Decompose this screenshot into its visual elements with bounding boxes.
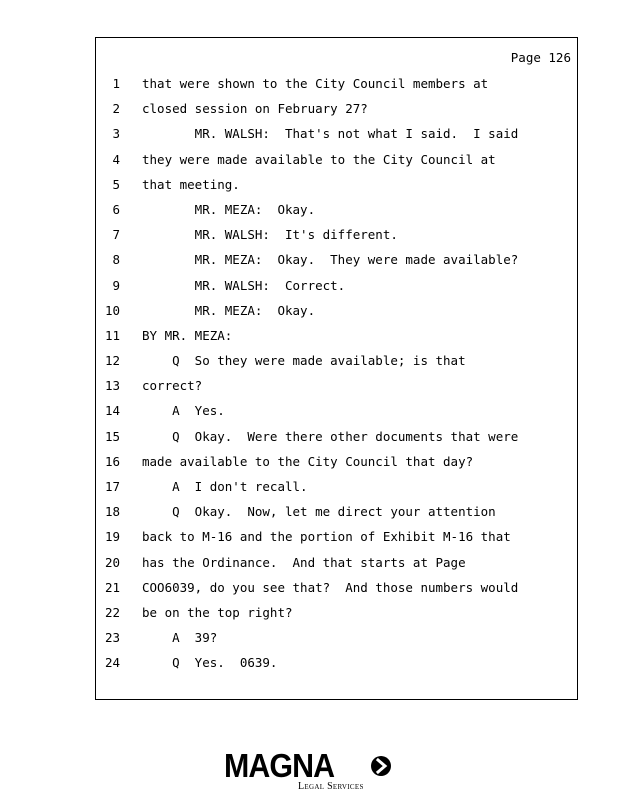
line-text: BY MR. MEZA:: [142, 327, 233, 343]
logo-subtitle: Legal Services: [298, 781, 364, 792]
line-number: 5: [112, 176, 120, 192]
line-text: has the Ordinance. And that starts at Page: [142, 554, 466, 570]
line-number: 12: [104, 353, 120, 369]
line-number: 19: [104, 529, 120, 545]
line-number: 18: [104, 504, 120, 520]
transcript-line: [96, 550, 577, 575]
line-number: 14: [104, 403, 120, 419]
transcript-line: [96, 147, 577, 172]
line-text: MR. MEZA: Okay.: [142, 201, 316, 217]
transcript-line: [96, 197, 577, 222]
line-text: that were shown to the City Council members at: [142, 76, 489, 91]
transcript-line: [96, 600, 577, 625]
line-text: A Yes.: [142, 403, 225, 419]
line-number: 4: [112, 151, 120, 167]
line-number: 24: [104, 655, 120, 671]
transcript-line: [96, 398, 577, 423]
line-text: Q Okay. Were there other documents that were: [142, 428, 519, 444]
transcript-line: [96, 650, 577, 675]
line-text: Q So they were made available; is that: [142, 353, 466, 369]
line-text: be on the top right?: [142, 604, 293, 620]
line-number: 17: [104, 479, 120, 494]
line-text: A I don't recall.: [142, 479, 308, 494]
line-number: 10: [104, 302, 120, 318]
transcript-line: [96, 247, 577, 272]
line-number: 23: [104, 630, 120, 646]
line-number: 2: [112, 101, 120, 117]
transcript-line: [96, 424, 577, 449]
line-text: Q Yes. 0639.: [142, 655, 278, 671]
line-number: 13: [104, 378, 120, 394]
line-text: MR. MEZA: Okay. They were made available?: [142, 252, 519, 268]
line-number: 11: [104, 327, 120, 343]
line-text: correct?: [142, 378, 203, 394]
transcript-line: [96, 96, 577, 121]
line-number: 22: [104, 604, 120, 620]
line-number: 6: [112, 201, 120, 217]
line-number: 15: [104, 428, 120, 444]
page-number: Page 126: [510, 50, 571, 65]
line-text: that meeting.: [142, 176, 240, 192]
transcript-line: [96, 474, 577, 499]
logo-wordmark: MAGNA: [224, 747, 335, 784]
line-text: A 39?: [142, 630, 218, 646]
line-number: 21: [104, 579, 120, 595]
transcript-line: [96, 71, 577, 96]
line-number: 8: [112, 252, 120, 268]
transcript-line: [96, 298, 577, 323]
transcript-line: [96, 499, 577, 524]
line-text: Q Okay. Now, let me direct your attention: [142, 504, 496, 520]
transcript-line: [96, 449, 577, 474]
transcript-line: [96, 172, 577, 197]
line-text: back to M-16 and the portion of Exhibit M-16 that: [142, 529, 511, 545]
transcript-line: [96, 373, 577, 398]
line-number: 20: [104, 554, 120, 570]
line-number: 7: [112, 227, 120, 243]
line-text: they were made available to the City Council at: [142, 151, 496, 167]
line-text: MR. WALSH: It's different.: [142, 227, 398, 243]
magna-logo: [224, 748, 396, 794]
transcript-lines: [96, 71, 577, 676]
line-text: MR. WALSH: That's not what I said. I said: [142, 126, 519, 142]
transcript-line: [96, 575, 577, 600]
transcript-line: [96, 625, 577, 650]
line-text: MR. MEZA: Okay.: [142, 302, 316, 318]
transcript-line: [96, 273, 577, 298]
line-text: closed session on February 27?: [142, 101, 368, 117]
transcript-line: [96, 121, 577, 146]
line-number: 3: [112, 126, 120, 142]
transcript-line: [96, 323, 577, 348]
line-text: MR. WALSH: Correct.: [142, 277, 346, 293]
line-number: 16: [104, 453, 120, 469]
line-text: made available to the City Council that day?: [142, 453, 474, 469]
line-number: 1: [112, 76, 120, 91]
transcript-line: [96, 222, 577, 247]
line-number: 9: [112, 277, 120, 293]
transcript-line: [96, 348, 577, 373]
line-text: COO6039, do you see that? And those numbers would: [142, 579, 519, 595]
chevron-circle-icon: [370, 755, 392, 777]
transcript-line: [96, 524, 577, 549]
transcript-page: [95, 37, 578, 700]
